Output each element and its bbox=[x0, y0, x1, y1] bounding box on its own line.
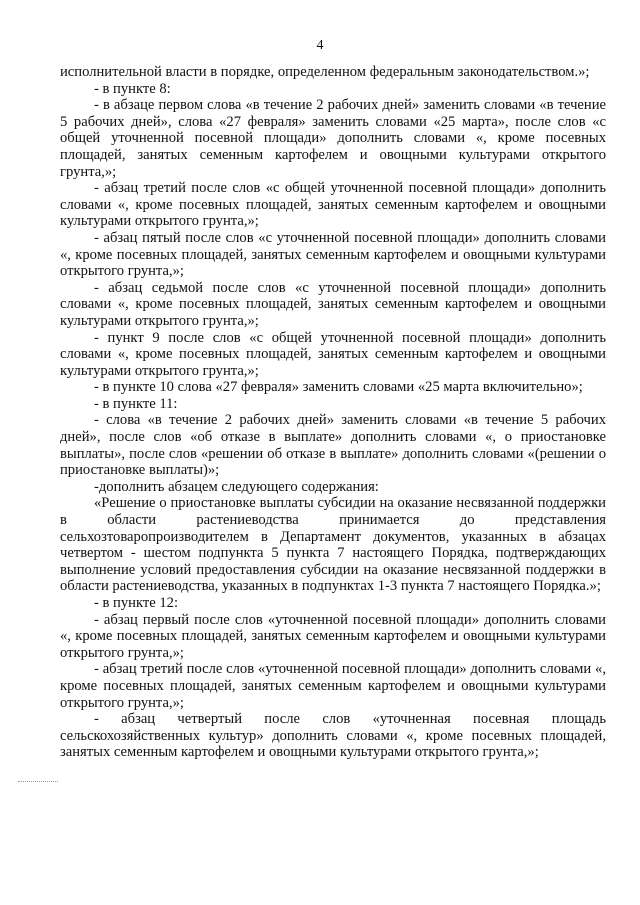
paragraph-item-11-heading: - в пункте 11: bbox=[94, 395, 178, 412]
paragraph-item-12-third: - абзац третий после слов «уточненной посевной площади» дополнить словами «, кроме посевных площадей, занятых семенным картофелем и овощными культурами открытого грунта,»; bbox=[60, 661, 606, 711]
page-number: 4 bbox=[316, 38, 324, 53]
paragraph-item-11-words: - слова «в течение 2 рабочих дней» заменить словами «в течение 5 рабочих дней», после слов «об отказе в выплате» дополнить словами «, о приостановке выплаты», после слов «решении об отказе в выплате» дополнить словами «(решении о приостановке выплаты)»; bbox=[60, 412, 606, 479]
paragraph-continuation: исполнительной власти в порядке, определенном федеральным законодательством.»; bbox=[60, 64, 590, 80]
paragraph-item-8-seventh: - абзац седьмой после слов «с уточненной посевной площади» дополнить словами «, кроме посевных площадей, занятых семенным картофелем и овощными культурами открытого грунта,»; bbox=[60, 279, 606, 329]
paragraph-item-11-add: -дополнить абзацем следующего содержания: bbox=[94, 478, 379, 495]
paragraph-item-12-heading: - в пункте 12: bbox=[94, 595, 179, 611]
paragraph-item-10: - в пункте 10 слова «27 февраля» заменить словами «25 марта включительно»; bbox=[94, 379, 583, 396]
paragraph-quote-decision: «Решение о приостановке выплаты субсидии на оказание несвязанной поддержки в области растениеводства принимается до представления сельхозтоваропроизводителем в Департамент документов, указанных в абзацах четвертом - шестом подпункта 5 пункта 7 настоящего Порядка, подтверждающих выполнение условий предоставления субсидии на оказание несвязанной поддержки в области растениеводства, указанных в подпунктах 1-3 пункта 7 настоящего Порядка.»; bbox=[60, 495, 606, 595]
paragraph-item-8-first: - в абзаце первом слова «в течение 2 рабочих дней» заменить словами «в течение 5 рабочих дней», слова «27 февраля» заменить словами «25 марта», после слов «с общей уточненной посевной площади» дополнить словами «, кроме посевных площадей, занятых семенным картофелем и овощными культурами открытого грунта,»; bbox=[60, 97, 606, 180]
paragraph-item-12-fourth: - абзац четвертый после слов «уточненная посевная площадь сельскохозяйственных культур» дополнить словами «, кроме посевных площадей, занятых семенным картофелем и овощными культурами открытого грунта,»; bbox=[60, 711, 606, 761]
paragraph-item-8-heading: - в пункте 8: bbox=[94, 80, 171, 97]
paragraph-item-9: - пункт 9 после слов «с общей уточненной посевной площади» дополнить словами «, кроме посевных площадей, занятых семенным картофелем и овощными культурами открытого грунта,»; bbox=[60, 329, 606, 379]
paragraph-item-12-first: - абзац первый после слов «уточненной посевной площади» дополнить словами «, кроме посевных площадей, занятых семенным картофелем и овощными культурами открытого грунта,»; bbox=[60, 611, 606, 661]
scan-margin-mark bbox=[18, 781, 58, 782]
document-body bbox=[60, 64, 606, 761]
paragraph-item-8-third: - абзац третий после слов «с общей уточненной посевной площади» дополнить словами «, кроме посевных площадей, занятых семенным картофелем и овощными культурами открытого грунта,»; bbox=[60, 180, 606, 230]
paragraph-item-8-fifth: - абзац пятый после слов «с уточненной посевной площади» дополнить словами «, кроме посевных площадей, занятых семенным картофелем и овощными культурами открытого грунта,»; bbox=[60, 229, 606, 280]
